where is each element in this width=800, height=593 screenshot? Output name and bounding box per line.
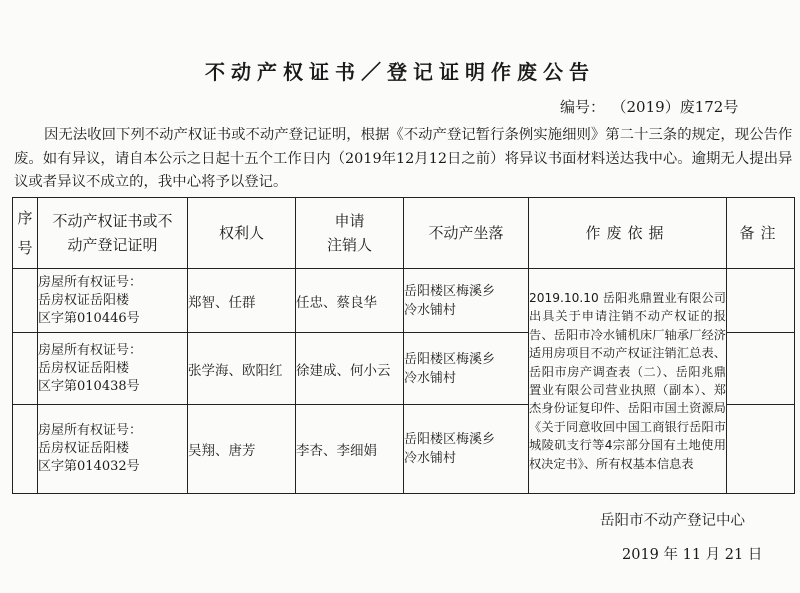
row-cert: 房屋所有权证号： 岳房权证岳阳楼 区字第014032号	[38, 405, 188, 494]
row-holder: 张学海、欧阳红	[188, 333, 296, 405]
doc-number-label: 编号：	[560, 98, 606, 116]
row-location: 岳阳楼区梅溪乡 冷水铺村	[404, 333, 529, 405]
row-cancel: 李杏、李细娟	[296, 405, 404, 494]
row-location: 岳阳楼区梅溪乡 冷水铺村	[404, 405, 529, 494]
issue-date: 2019 年 11 月 21 日	[622, 547, 763, 563]
header-remark: 备注	[727, 198, 795, 269]
row-location: 岳阳楼区梅溪乡 冷水铺村	[404, 269, 529, 333]
row-seq	[13, 405, 38, 494]
notice-title: 不动产权证书／登记证明作废公告	[205, 60, 595, 84]
row-holder: 吴翔、唐芳	[188, 405, 296, 494]
header-basis: 作废依据	[529, 198, 727, 269]
doc-number	[560, 96, 790, 117]
table-row	[13, 269, 795, 333]
row-seq	[13, 333, 38, 405]
row-remark	[727, 333, 795, 405]
header-location: 不动产坐落	[404, 198, 529, 269]
table-header-row	[13, 198, 795, 269]
header-holder: 权利人	[188, 198, 296, 269]
row-remark	[727, 405, 795, 494]
row-cancel: 任忠、蔡良华	[296, 269, 404, 333]
row-cancel: 徐建成、何小云	[296, 333, 404, 405]
issuing-organization: 岳阳市不动产登记中心	[600, 513, 745, 529]
row-holder: 郑智、任群	[188, 269, 296, 333]
row-cert: 房屋所有权证号： 岳房权证岳阳楼 区字第010446号	[38, 269, 188, 333]
row-remark	[727, 269, 795, 333]
header-cert: 不动产权证书或不 动产登记证明	[38, 198, 188, 269]
row-cert: 房屋所有权证号： 岳房权证岳阳楼 区字第010438号	[38, 333, 188, 405]
header-seq: 序 号	[13, 198, 38, 269]
doc-number-value: （2019）废172号	[619, 98, 739, 116]
notice-paragraph: 因无法收回下列不动产权证书或不动产登记证明，根据《不动产登记暂行条例实施细则》第二十三条的规定，现公告作废。如有异议，请自本公示之日起十五个工作日内（2019年12月12日之前）将异议书面材料送达我中心。逾期无人提出异议或者异议不成立的，我中心将予以登记。	[14, 127, 793, 190]
basis-text: 2019.10.10 岳阳兆鼎置业有限公司出具关于申请注销不动产权证的报告、岳阳市冷水铺机床厂轴承厂经济适用房项目不动产权证注销汇总表、岳阳市房产调查表（二）、岳阳兆鼎置业有限公司营业执照（副本）、郑杰身份证复印件、岳阳市国土资源局《关于同意收回中国工商银行岳阳市城陵矶支行等4宗部分国有土地使用权决定书》、所有权基本信息表	[529, 269, 727, 494]
cancellation-table	[12, 197, 795, 494]
header-cancel: 申请 注销人	[296, 198, 404, 269]
row-seq	[13, 269, 38, 333]
